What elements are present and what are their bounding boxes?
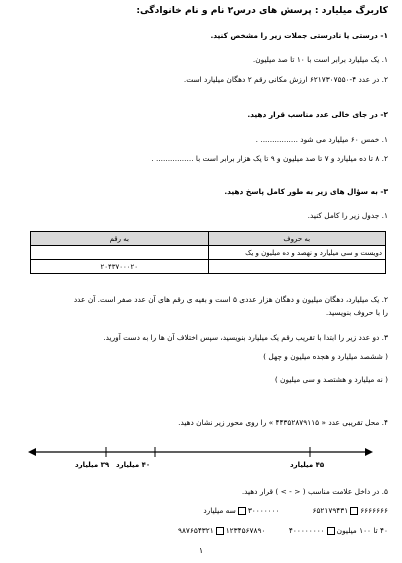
section1-item-2: ۲. در عدد ۴-۶۲۱۷۳۰۷۵۵۰ ارزش مکانی رقم ۲ دهگان میلیارد است. (183, 75, 388, 84)
question-5 (10, 487, 388, 497)
compare-box[interactable] (216, 527, 224, 535)
section1-heading: ۱- درستی یا نادرستی جملات زیر را مشخص کنید. (210, 31, 388, 40)
question-2-line-1: ۲. یک میلیارد، دهگان میلیون و دهگان هزار عددی ۵ است و بقیه ی رقم های آن عدد صفر است. آن عدد (73, 295, 388, 304)
conversion-table (30, 231, 386, 274)
compare-value: ۴۰ تا ۱۰۰ میلیون (336, 526, 388, 535)
compare-value: ۶۵۲۱۷۹۴۳۱ (312, 506, 349, 515)
table-cell-blank[interactable] (31, 246, 209, 260)
question-1: ۱. جدول زیر را کامل کنید. (307, 211, 388, 220)
compare-value: ۹۸۷۶۵۴۳۲۱ (177, 526, 214, 535)
compare-value: ۱۲۳۴۵۶۷۸۹۰ (225, 526, 266, 535)
compare-value: ۳۰۰۰۰۰۰۰ (247, 506, 280, 515)
compare-row-2 (10, 526, 388, 536)
axis-label-45-billion: ۴۵ میلیارد (290, 461, 325, 469)
worksheet-title: کاربرگ میلیارد : پرسش های درس۲ نام و نام خانوادگی: (136, 5, 388, 16)
question-3-line-1: ۳. دو عدد زیر را ابتدا با تقریب رقم یک میلیارد بنویسید، سپس اختلاف آن ها را به دست آورید. (103, 333, 388, 342)
section2-heading: ۲- در جای خالی عدد مناسب قرار دهید. (247, 110, 388, 119)
compare-box[interactable] (327, 527, 335, 535)
compare-box[interactable] (350, 507, 358, 515)
axis-label-39-billion: ۳۹ میلیارد (75, 461, 110, 469)
compare-value: ۶۶۶۶۶۶۶ (360, 506, 388, 515)
axis-label-40-billion: ۴۰ میلیارد (116, 461, 151, 469)
table-row (31, 260, 386, 274)
number-line (28, 444, 373, 460)
section3-heading: ۳- به سؤال های زیر به طور کامل پاسخ دهید. (224, 187, 388, 196)
table-header-words: به حروف (208, 232, 386, 246)
table-row (31, 246, 386, 260)
arrow-right-icon (365, 448, 373, 456)
compare-row-1 (10, 506, 388, 516)
question-3-number-2: ( نه میلیارد و هشتصد و سی میلیون ) (274, 375, 388, 384)
question-3-number-1: ( ششصد میلیارد و هجده میلیون و چهل ) (263, 352, 388, 361)
compare-box[interactable] (238, 507, 246, 515)
table-cell: دویست و سی میلیارد و نهصد و ده میلیون و یک (208, 246, 386, 260)
arrow-left-icon (28, 448, 36, 456)
page-number: ۱ (198, 546, 204, 555)
question-4: ۴. محل تقریبی عدد « ۴۴۳۵۲۸۷۹۱۱۵ » را روی محور زیر نشان دهید. (178, 418, 388, 427)
table-cell: ۲۰۴۳۷۰۰۰۲۰ (31, 260, 209, 274)
table-cell-blank[interactable] (208, 260, 386, 274)
compare-value: سه میلیارد (203, 506, 236, 515)
section1-item-1: ۱. یک میلیارد برابر است با ۱۰ تا صد میلیون. (252, 55, 388, 64)
compare-value: ۴۰۰۰۰۰۰۰۰ (288, 526, 325, 535)
section2-item-2: ۲. ۸ تا ده میلیارد و ۷ تا صد میلیون و ۹ تا یک هزار برابر است با ................ . (151, 154, 388, 163)
question-5-text: ۵. در داخل علامت مناسب ( < - > ) قرار دهید. (241, 487, 388, 496)
table-header-digits: به رقم (31, 232, 209, 246)
section2-item-1: ۱. خمس ۶۰ میلیارد می شود ................ . (255, 135, 388, 144)
question-2-line-2: را با حروف بنویسید. (325, 308, 388, 317)
